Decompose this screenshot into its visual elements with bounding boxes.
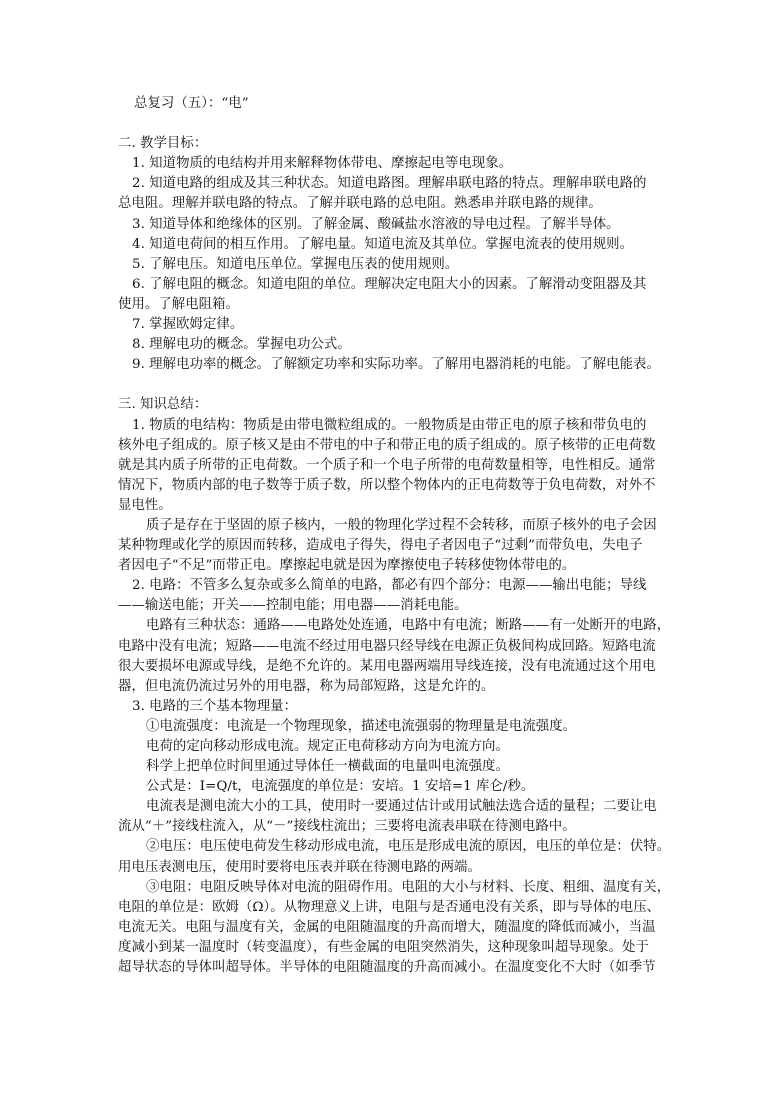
section-heading: 三. 知识总结： bbox=[118, 397, 208, 413]
text-line: 电阻的单位是：欧姆（Ω）。从物理意义上讲，电阻与是否通电没有关系，即与导体的电压、 bbox=[118, 899, 661, 915]
text-line: 3. 电路的三个基本物理量： bbox=[132, 698, 298, 714]
text-line: ②电压：电压使电荷发生移动形成电流，电压是形成电流的原因，电压的单位是：伏特。 bbox=[146, 839, 671, 855]
section-knowledge-summary bbox=[118, 395, 671, 978]
blank-line bbox=[118, 114, 666, 134]
text-line: 电路中没有电流；短路——电流不经过用电器只经导线在电源正负极间构成回路。短路电流 bbox=[118, 638, 656, 654]
section-lines bbox=[118, 416, 671, 979]
text-line: 使用。了解电阻箱。 bbox=[118, 296, 239, 312]
text-line: 核外电子组成的。原子核又是由不带电的中子和带正电的质子组成的。原子核带的正电荷数 bbox=[118, 437, 656, 453]
text-line: 2. 电路：不管多么复杂或多么简单的电路，都必有四个部分：电源——输出电能；导线 bbox=[132, 578, 647, 594]
text-line: 科学上把单位时间里通过导体任一横截面的电量叫电流强度。 bbox=[146, 759, 509, 775]
section-teaching-goals bbox=[118, 134, 666, 375]
text-line: 总电阻。理解并联电路的特点。了解并联电路的总电阻。熟悉串并联电路的规律。 bbox=[118, 196, 602, 212]
text-line: ①电流强度：电流是一个物理现象，描述电流强弱的物理量是电流强度。 bbox=[146, 718, 577, 734]
text-line: 4. 知道电荷间的相互作用。了解电量。知道电流及其单位。掌握电流表的使用规则。 bbox=[132, 236, 634, 252]
text-line: 电流无关。电阻与温度有关，金属的电阻随温度的升高而增大，随温度的降低而减小，当温 bbox=[118, 919, 656, 935]
text-line: 6. 了解电阻的概念。知道电阻的单位。理解决定电阻大小的因素。了解滑动变阻器及其 bbox=[132, 276, 647, 292]
text-line: 用电压表测电压，使用时要将电压表并联在待测电路的两端。 bbox=[118, 859, 481, 875]
text-line: 某种物理或化学的原因而转移，造成电子得失，得电子者因电子“过剩”而带负电，失电子 bbox=[118, 538, 643, 554]
text-line: 显电性。 bbox=[118, 497, 172, 513]
text-line: 超导状态的导体叫超导体。半导体的电阻随温度的升高而减小。在温度变化不大时（如季节 bbox=[118, 960, 656, 976]
text-line: 7. 掌握欧姆定律。 bbox=[132, 317, 244, 333]
text-line: 1. 物质的电结构：物质是由带电微粒组成的。一般物质是由带正电的原子核和带负电的 bbox=[132, 417, 647, 433]
text-line: 8. 理解电功的概念。掌握电功公式。 bbox=[132, 337, 351, 353]
text-line: 器，但电流仍流过另外的用电器，称为局部短路，这是允许的。 bbox=[118, 678, 495, 694]
document-title: 总复习（五）：“电” bbox=[134, 96, 249, 111]
text-line: 度减小到某一温度时（转变温度），有些金属的电阻突然消失，这种现象叫超导现象。处于 bbox=[118, 939, 649, 955]
text-line: 很大要损坏电源或导线，是绝不允许的。某用电器两端用导线连接，没有电流通过这个用电 bbox=[118, 658, 656, 674]
document-page bbox=[118, 94, 671, 978]
section-heading: 二. 教学目标： bbox=[118, 136, 208, 152]
text-line: 情况下，物质内部的电子数等于质子数，所以整个物体内的正电荷数等于负电荷数，对外不 bbox=[118, 477, 656, 493]
blank-line bbox=[118, 375, 666, 395]
section-lines bbox=[118, 154, 666, 375]
text-line: 电流表是测电流大小的工具，使用时一要通过估计或用试触法选合适的量程；二要让电 bbox=[146, 799, 657, 815]
text-line: 流从“＋”接线柱流入，从“－”接线柱流出；三要将电流表串联在待测电路中。 bbox=[118, 819, 576, 835]
text-line: 5. 了解电压。知道电压单位。掌握电压表的使用规则。 bbox=[132, 256, 459, 272]
text-line: 1. 知道物质的电结构并用来解释物体带电、摩擦起电等电现象。 bbox=[132, 156, 513, 172]
text-line: 质子是存在于坚固的原子核内，一般的物理化学过程不会转移，而原子核外的电子会因 bbox=[146, 517, 657, 533]
text-line: 2. 知道电路的组成及其三种状态。知道电路图。理解串联电路的特点。理解串联电路的 bbox=[132, 176, 647, 192]
text-line: 9. 理解电功率的概念。了解额定功率和实际功率。了解用电器消耗的电能。了解电能表。 bbox=[132, 357, 660, 373]
text-line: ③电阻：电阻反映导体对电流的阻碍作用。电阻的大小与材料、长度、粗细、温度有关， bbox=[146, 879, 671, 895]
text-line: ——输送电能；开关——控制电能；用电器——消耗电能。 bbox=[118, 598, 468, 614]
text-line: 3. 知道导体和绝缘体的区别。了解金属、酸碱盐水溶液的导电过程。了解半导体。 bbox=[132, 216, 620, 232]
text-line: 电路有三种状态：通路——电路处处连通，电路中有电流；断路——有一处断开的电路， bbox=[146, 618, 671, 634]
text-line: 电荷的定向移动形成电流。规定正电荷移动方向为电流方向。 bbox=[146, 739, 509, 754]
text-line: 就是其内质子所带的正电荷数。一个质子和一个电子所带的电荷数量相等，电性相反。通常 bbox=[118, 457, 656, 473]
text-line: 公式是：I=Q/t，电流强度的单位是：安培。1 安培=1 库仑/秒。 bbox=[146, 779, 535, 795]
text-line: 者因电子“不足”而带正电。摩擦起电就是因为摩擦使电子转移使物体带电的。 bbox=[118, 558, 576, 574]
